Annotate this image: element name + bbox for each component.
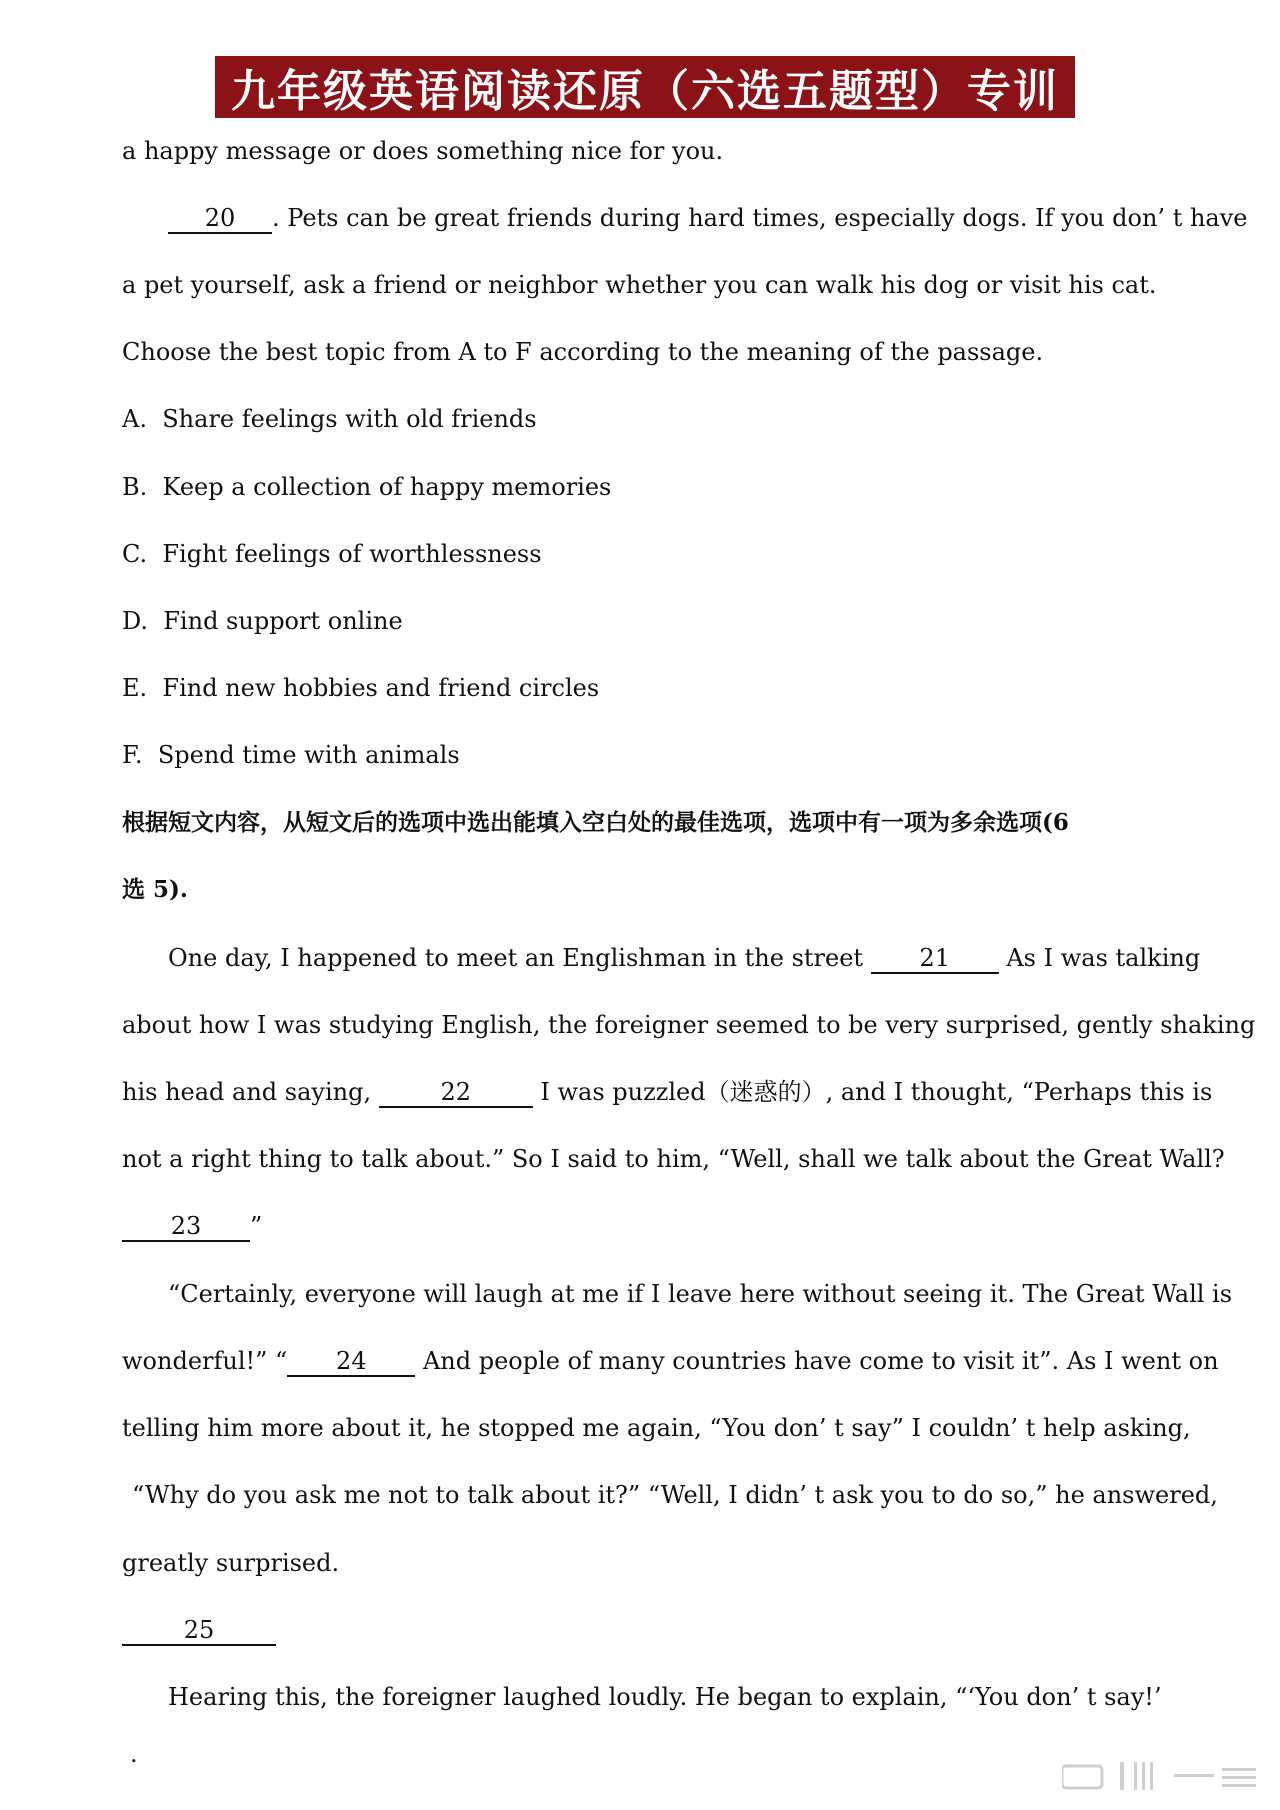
passage-line (122, 1075, 1213, 1109)
answer-blank-21[interactable]: 21 (871, 944, 999, 974)
option-letter: D. (122, 607, 149, 635)
option-letter: E. (122, 674, 148, 702)
option-text: Find support online (163, 607, 403, 635)
text-segment: . Pets can be great friends during hard times, especially dogs. If you don’ t have (272, 204, 1248, 232)
text-segment: I was puzzled（迷惑的）, and I thought, “Perhaps this is (532, 1078, 1213, 1106)
page-title: 九年级英语阅读还原（六选五题型）专训 (231, 66, 1059, 117)
answer-blank-20[interactable]: 20 (168, 204, 272, 234)
option-letter: C. (122, 540, 148, 568)
text-segment: ” (250, 1212, 263, 1240)
passage-line: not a right thing to talk about.” So I said to him, “Well, shall we talk about the Great Wall? (122, 1145, 1225, 1173)
passage-line: “Certainly, everyone will laugh at me if I leave here without seeing it. The Great Wall is (168, 1280, 1233, 1308)
option-text: Keep a collection of happy memories (162, 473, 612, 501)
passage-line (122, 1344, 1219, 1378)
answer-blank-24[interactable]: 24 (287, 1347, 415, 1377)
option-letter: F. (122, 741, 143, 769)
text-line: Choose the best topic from A to F according to the meaning of the passage. (122, 338, 1044, 366)
text-segment: his head and saying, (122, 1078, 379, 1106)
answer-blank-22[interactable]: 22 (379, 1078, 533, 1108)
text-segment: As I was talking (998, 944, 1201, 972)
passage-line (122, 1209, 1168, 1243)
passage-line: greatly surprised. (122, 1549, 340, 1577)
passage-line: “Why do you ask me not to talk about it?” “Well, I didn’ t ask you to do so,” he answered, (132, 1481, 1218, 1509)
option-text: Find new hobbies and friend circles (162, 674, 600, 702)
answer-blank-23[interactable]: 23 (122, 1212, 250, 1242)
option-a (122, 402, 1168, 436)
passage-line: Hearing this, the foreigner laughed loudly. He began to explain, “‘You don’ t say!’ (168, 1683, 1162, 1711)
option-e (122, 671, 1168, 705)
passage-line: about how I was studying English, the foreigner seemed to be very surprised, gently shaking (122, 1011, 1256, 1039)
option-letter: B. (122, 473, 148, 501)
text-segment: wonderful!” “ (122, 1347, 288, 1375)
instruction-line: 根据短文内容，从短文后的选项中选出能填入空白处的最佳选项，选项中有一项为多余选项(6 (122, 809, 1069, 836)
passage-line (122, 1613, 1168, 1647)
option-d (122, 604, 1168, 638)
option-b (122, 470, 1168, 504)
page-title-banner (215, 56, 1075, 118)
option-text: Share feelings with old friends (162, 405, 537, 433)
text-line (168, 201, 1248, 235)
option-letter: A. (122, 405, 147, 433)
text-line: a happy message or does something nice for you. (122, 137, 724, 165)
option-f (122, 738, 1168, 772)
text-segment: And people of many countries have come to visit it”. As I went on (415, 1347, 1219, 1375)
passage-line: telling him more about it, he stopped me again, “You don’ t say” I couldn’ t help asking, (122, 1414, 1191, 1442)
option-text: Spend time with animals (157, 741, 460, 769)
instruction-line: 选 5). (122, 876, 188, 903)
watermark-bars-icon (1062, 1758, 1262, 1794)
text-segment: One day, I happened to meet an Englishman in the street (168, 944, 871, 972)
passage-line (168, 941, 1201, 975)
option-text: Fight feelings of worthlessness (162, 540, 542, 568)
text-line: a pet yourself, ask a friend or neighbor whether you can walk his dog or visit his cat. (122, 271, 1157, 299)
answer-blank-25[interactable]: 25 (122, 1616, 276, 1646)
stray-dot: . (130, 1740, 138, 1768)
option-c (122, 537, 1168, 571)
